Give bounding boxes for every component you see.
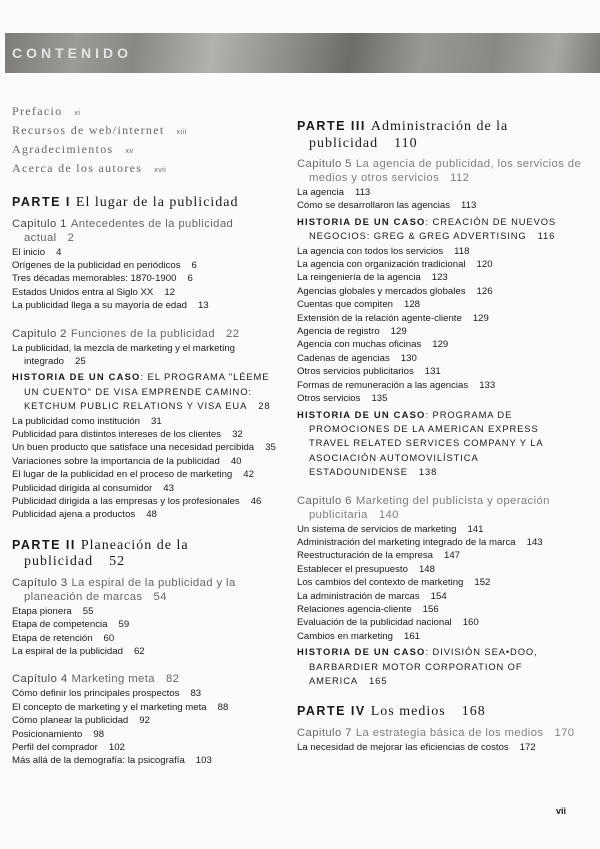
entry-title: Cómo se desarrollaron las agencias bbox=[297, 200, 451, 212]
case-title: : EL PROGRAMA "LÉEME UN CUENTO" DE VISA EMPRENDE CAMINO: KETCHUM PUBLIC RELATIONS Y VISA EUA bbox=[24, 371, 270, 412]
part-title: El lugar de la publicidad bbox=[75, 195, 239, 210]
entry-title: La necesidad de mejorar las eficiencias de costos bbox=[297, 741, 509, 753]
page-number: 6 bbox=[191, 259, 197, 271]
entry-title: Cómo planear la publicidad bbox=[12, 715, 129, 727]
entry-title: Agencias globales y mercados globales bbox=[297, 285, 466, 297]
toc-entry bbox=[12, 701, 284, 714]
page-number: 82 bbox=[165, 673, 180, 686]
toc-entry bbox=[297, 576, 582, 589]
page-number: 170 bbox=[554, 726, 575, 739]
toc-entry bbox=[297, 523, 582, 536]
chapter-title: La espiral de la publicidad y la planeación de marcas bbox=[24, 576, 236, 603]
entry-title: Etapa pionera bbox=[12, 605, 72, 617]
toc-entry bbox=[297, 258, 582, 271]
entry-title: La administración de marcas bbox=[297, 590, 420, 602]
toc-entry bbox=[297, 186, 582, 199]
toc-right-column bbox=[297, 103, 582, 754]
case-title: : DIVISIÓN SEA•DOO, BARBARDIER MOTOR CORPORATION OF AMERICA bbox=[309, 646, 538, 686]
page-number: 48 bbox=[146, 509, 157, 521]
page-number: 129 bbox=[390, 326, 407, 338]
page-number: 172 bbox=[519, 741, 536, 753]
toc-case bbox=[297, 408, 582, 480]
toc-entry bbox=[12, 728, 284, 741]
toc-entry bbox=[297, 271, 582, 284]
toc-entry bbox=[12, 754, 284, 767]
entry-title: El concepto de marketing y el marketing meta bbox=[12, 701, 207, 713]
entry-title: Publicidad para distintos intereses de los clientes bbox=[12, 428, 222, 440]
page-number: xvii bbox=[154, 167, 167, 174]
page-number: 40 bbox=[230, 455, 242, 467]
toc-front bbox=[12, 122, 284, 141]
toc-chapter bbox=[297, 494, 582, 522]
toc-entry bbox=[12, 246, 284, 259]
page-number: 88 bbox=[217, 701, 229, 713]
part-label: PARTE IV bbox=[297, 704, 366, 719]
chapter-label: Capítulo 4 bbox=[12, 673, 68, 686]
entry-title: Publicidad dirigida a las empresas y los profesionales bbox=[12, 496, 240, 507]
toc-entry bbox=[297, 603, 582, 616]
chapter-label: Capitulo 6 bbox=[297, 494, 352, 507]
page-number: 168 bbox=[461, 704, 486, 720]
toc-front bbox=[12, 160, 284, 179]
toc-part bbox=[12, 537, 284, 570]
page-number: xi bbox=[74, 110, 81, 117]
entry-title: Posicionamiento bbox=[12, 728, 83, 740]
page-number: 22 bbox=[226, 327, 240, 340]
toc-entry bbox=[12, 455, 284, 468]
chapter-label: Capitulo 5 bbox=[297, 158, 352, 170]
toc-entry bbox=[297, 338, 582, 351]
chapter-label: Capitulo 2 bbox=[12, 327, 67, 340]
toc-entry bbox=[297, 379, 582, 392]
page-number: 156 bbox=[422, 603, 439, 615]
page-number: 102 bbox=[108, 742, 125, 754]
page-number: 120 bbox=[476, 259, 493, 271]
entry-title: Variaciones sobre la importancia de la publicidad bbox=[12, 455, 220, 467]
entry-title: Cambios en marketing bbox=[297, 630, 393, 642]
page-number: 133 bbox=[479, 379, 496, 391]
chapter-title: Marketing meta bbox=[71, 673, 155, 686]
case-label: HISTORIA DE UN CASO bbox=[12, 371, 141, 383]
chapter-label: Capitulo 1 bbox=[12, 217, 67, 230]
chapter-title: Funciones de la publicidad bbox=[70, 327, 216, 340]
entry-title: Estados Unidos entra al Siglo XX bbox=[12, 286, 154, 298]
page-number: 160 bbox=[462, 617, 479, 629]
toc-entry bbox=[297, 741, 582, 754]
entry-title: Otros servicios publicitarios bbox=[297, 366, 414, 378]
case-title: : CREACIÓN DE NUEVOS NEGOCIOS: GREG & GREG ADVERTISING bbox=[309, 215, 557, 242]
case-title: : PROGRAMA DE PROMOCIONES DE LA AMERICAN EXPRESS TRAVEL RELATED SERVICES COMPANY Y LA ASOCIACIÓN AUTOMOVILÍSTICA ESTADOUNIDENSE bbox=[309, 408, 544, 478]
entry-title: La agencia bbox=[297, 187, 344, 198]
toc-entry bbox=[297, 536, 582, 549]
entry-title: Más allá de la demografía: la psicografía bbox=[12, 755, 185, 767]
page-number: 113 bbox=[461, 200, 477, 212]
page-number: 103 bbox=[195, 755, 212, 767]
toc-entry bbox=[297, 285, 582, 298]
page-number: 62 bbox=[133, 646, 145, 658]
toc-entry bbox=[297, 298, 582, 311]
toc-chapter bbox=[12, 576, 284, 604]
toc-entry bbox=[12, 687, 284, 700]
entry-title: Cuentas que compiten bbox=[297, 299, 393, 311]
page-number: 141 bbox=[467, 523, 484, 535]
toc-entry bbox=[297, 245, 582, 258]
page-number: 116 bbox=[537, 230, 556, 242]
toc-case bbox=[297, 215, 582, 244]
page-number: xiii bbox=[176, 129, 187, 136]
toc-case bbox=[12, 370, 284, 413]
toc-entry bbox=[12, 342, 284, 369]
chapter-title: La agencia de publicidad, los servicios de medios y otros servicios bbox=[309, 158, 582, 184]
page-number: 154 bbox=[430, 590, 447, 602]
toc-entry bbox=[12, 632, 284, 645]
page-number: 129 bbox=[472, 312, 489, 324]
chapter-title: La estrategia básica de los medios bbox=[355, 726, 544, 739]
page-number: 165 bbox=[369, 675, 388, 686]
entry-title: Cadenas de agencias bbox=[297, 352, 390, 364]
toc-entry bbox=[297, 325, 582, 338]
entry-title: Relaciones agencia-cliente bbox=[297, 603, 412, 615]
toc-entry bbox=[12, 714, 284, 727]
toc-chapter bbox=[12, 672, 284, 686]
page-number: 112 bbox=[450, 172, 470, 184]
page-number: 143 bbox=[526, 536, 543, 548]
page-number: 52 bbox=[109, 554, 126, 570]
toc-chapter bbox=[297, 726, 582, 740]
toc-entry bbox=[12, 468, 284, 481]
toc-entry bbox=[12, 415, 284, 428]
toc-entry bbox=[297, 563, 582, 576]
front-title: Recursos de web/internet bbox=[12, 123, 165, 137]
toc-entry bbox=[297, 616, 582, 629]
toc-entry bbox=[12, 272, 284, 285]
entry-title: Etapa de competencia bbox=[12, 619, 108, 631]
front-title: Agradecimientos bbox=[12, 142, 114, 156]
entry-title: Reestructuración de la empresa bbox=[297, 550, 433, 562]
page-number: 98 bbox=[93, 728, 105, 740]
part-title: Los medios bbox=[370, 704, 446, 720]
toc-entry bbox=[297, 392, 582, 405]
entry-title: La agencia con organización tradicional bbox=[297, 259, 466, 271]
toc-part bbox=[12, 194, 284, 211]
entry-title: Extensión de la relación agente-cliente bbox=[297, 312, 462, 324]
page-number: 55 bbox=[82, 605, 94, 617]
page-number: 54 bbox=[153, 590, 167, 603]
entry-title: Evaluación de la publicidad nacional bbox=[297, 617, 452, 629]
entry-title: La espiral de la publicidad bbox=[12, 646, 123, 658]
page-number: 12 bbox=[164, 286, 175, 298]
page-number: vii bbox=[556, 806, 567, 816]
entry-title: Agencia con muchas oficinas bbox=[297, 339, 422, 351]
entry-title: Administración del marketing integrado de la marca bbox=[297, 536, 516, 548]
entry-title: Perfil del comprador bbox=[12, 742, 98, 754]
entry-title: Publicidad dirigida al consumidor bbox=[12, 482, 153, 494]
page-number: 140 bbox=[378, 508, 399, 521]
chapter-title: Marketing del publicista y operación publicitaria bbox=[309, 494, 550, 521]
toc-entry bbox=[297, 352, 582, 365]
toc-entry bbox=[297, 365, 582, 378]
toc-entry bbox=[297, 590, 582, 603]
page-number: 92 bbox=[139, 715, 150, 727]
page-number: 2 bbox=[67, 231, 75, 244]
entry-title: Publicidad ajena a productos bbox=[12, 509, 136, 521]
page-number: 43 bbox=[163, 482, 174, 494]
entry-title: El lugar de la publicidad en el proceso de marketing bbox=[12, 469, 233, 481]
toc-entry bbox=[297, 549, 582, 562]
toc-entry bbox=[297, 630, 582, 643]
page-title: CONTENIDO bbox=[12, 45, 132, 61]
page-number: 31 bbox=[151, 415, 162, 427]
entry-title: Tres décadas memorables: 1870-1900 bbox=[12, 273, 177, 285]
header-banner bbox=[5, 33, 600, 73]
page-number: 126 bbox=[476, 285, 493, 297]
page-number: 28 bbox=[258, 400, 271, 412]
part-label: PARTE III bbox=[297, 119, 366, 133]
toc-entry bbox=[12, 482, 284, 495]
toc-chapter bbox=[297, 157, 582, 185]
front-title: Prefacio bbox=[12, 104, 63, 118]
entry-title: Establecer el presupuesto bbox=[297, 563, 408, 575]
front-title: Acerca de los autores bbox=[12, 161, 143, 175]
entry-title: Otros servicios bbox=[297, 393, 361, 405]
page-number: 131 bbox=[424, 366, 441, 378]
toc-left-column bbox=[12, 103, 284, 768]
page-number: 83 bbox=[190, 688, 202, 700]
entry-title: Etapa de retención bbox=[12, 632, 93, 644]
toc-entry bbox=[12, 299, 284, 312]
page-number: 138 bbox=[418, 466, 438, 478]
toc-entry bbox=[12, 741, 284, 754]
toc-entry bbox=[12, 605, 284, 618]
toc-entry bbox=[297, 199, 582, 212]
entry-title: La reingeniería de la agencia bbox=[297, 272, 421, 284]
page-number: 42 bbox=[243, 469, 254, 481]
page-number: 4 bbox=[56, 246, 62, 258]
page-number: 32 bbox=[232, 428, 243, 440]
toc-part bbox=[297, 703, 582, 720]
page-number: 129 bbox=[432, 339, 449, 351]
toc-entry bbox=[12, 428, 284, 441]
toc-front bbox=[12, 141, 284, 160]
chapter-label: Capítulo 3 bbox=[12, 576, 68, 589]
page-number: 135 bbox=[371, 393, 388, 405]
toc-part bbox=[297, 118, 582, 151]
entry-title: La publicidad como institución bbox=[12, 415, 140, 427]
page-number: 25 bbox=[75, 355, 86, 367]
entry-title: Cómo definir los principales prospectos bbox=[12, 688, 180, 700]
page-number: 35 bbox=[265, 442, 276, 454]
page-number: xv bbox=[125, 148, 134, 155]
case-label: HISTORIA DE UN CASO bbox=[297, 408, 426, 420]
page-number: 118 bbox=[454, 245, 470, 257]
part-title: Administración de la publicidad bbox=[309, 119, 509, 151]
toc-front bbox=[12, 103, 284, 122]
page-number: 130 bbox=[400, 352, 417, 364]
case-label: HISTORIA DE UN CASO bbox=[297, 215, 426, 227]
toc-chapter bbox=[12, 217, 284, 245]
toc-entry bbox=[12, 441, 284, 454]
page-number: 147 bbox=[443, 550, 460, 562]
page-number: 148 bbox=[418, 563, 435, 575]
entry-title: El inicio bbox=[12, 246, 46, 258]
toc-entry bbox=[12, 495, 284, 508]
entry-title: Orígenes de la publicidad en periódicos bbox=[12, 259, 181, 271]
part-label: PARTE I bbox=[12, 195, 71, 209]
entry-title: Formas de remuneración a las agencias bbox=[297, 379, 469, 391]
page-number: 6 bbox=[187, 273, 193, 285]
toc-entry bbox=[297, 312, 582, 325]
entry-title: Agencia de registro bbox=[297, 326, 380, 338]
toc-entry bbox=[12, 508, 284, 521]
page-number: 128 bbox=[404, 299, 421, 311]
page-number: 152 bbox=[474, 577, 491, 589]
entry-title: La publicidad, la mezcla de marketing y el marketing integrado bbox=[12, 342, 235, 367]
entry-title: Un sistema de servicios de marketing bbox=[297, 523, 457, 535]
toc-entry bbox=[12, 645, 284, 658]
entry-title: Un buen producto que satisface una necesidad percibida bbox=[12, 442, 255, 454]
entry-title: La agencia con todos los servicios bbox=[297, 245, 444, 257]
part-title: Planeación de la publicidad bbox=[24, 537, 189, 570]
chapter-title: Antecedentes de la publicidad actual bbox=[24, 217, 234, 244]
toc-entry bbox=[12, 286, 284, 299]
page-number: 161 bbox=[403, 630, 420, 642]
entry-title: La publicidad llega a su mayoría de edad bbox=[12, 300, 187, 312]
toc-entry bbox=[12, 259, 284, 272]
toc-case bbox=[297, 645, 582, 688]
case-label: HISTORIA DE UN CASO bbox=[297, 646, 426, 658]
toc-chapter bbox=[12, 327, 284, 341]
entry-title: Los cambios del contexto de marketing bbox=[297, 577, 464, 589]
part-label: PARTE II bbox=[12, 537, 76, 552]
toc-entry bbox=[12, 618, 284, 631]
page-number: 123 bbox=[431, 272, 448, 284]
page-number: 110 bbox=[394, 135, 418, 151]
chapter-label: Capitulo 7 bbox=[297, 726, 352, 739]
page-number: 13 bbox=[197, 300, 209, 312]
page-number: 60 bbox=[103, 632, 115, 644]
page-number: 46 bbox=[250, 496, 262, 507]
page-number: 113 bbox=[354, 187, 371, 198]
page-number: 59 bbox=[118, 619, 130, 631]
